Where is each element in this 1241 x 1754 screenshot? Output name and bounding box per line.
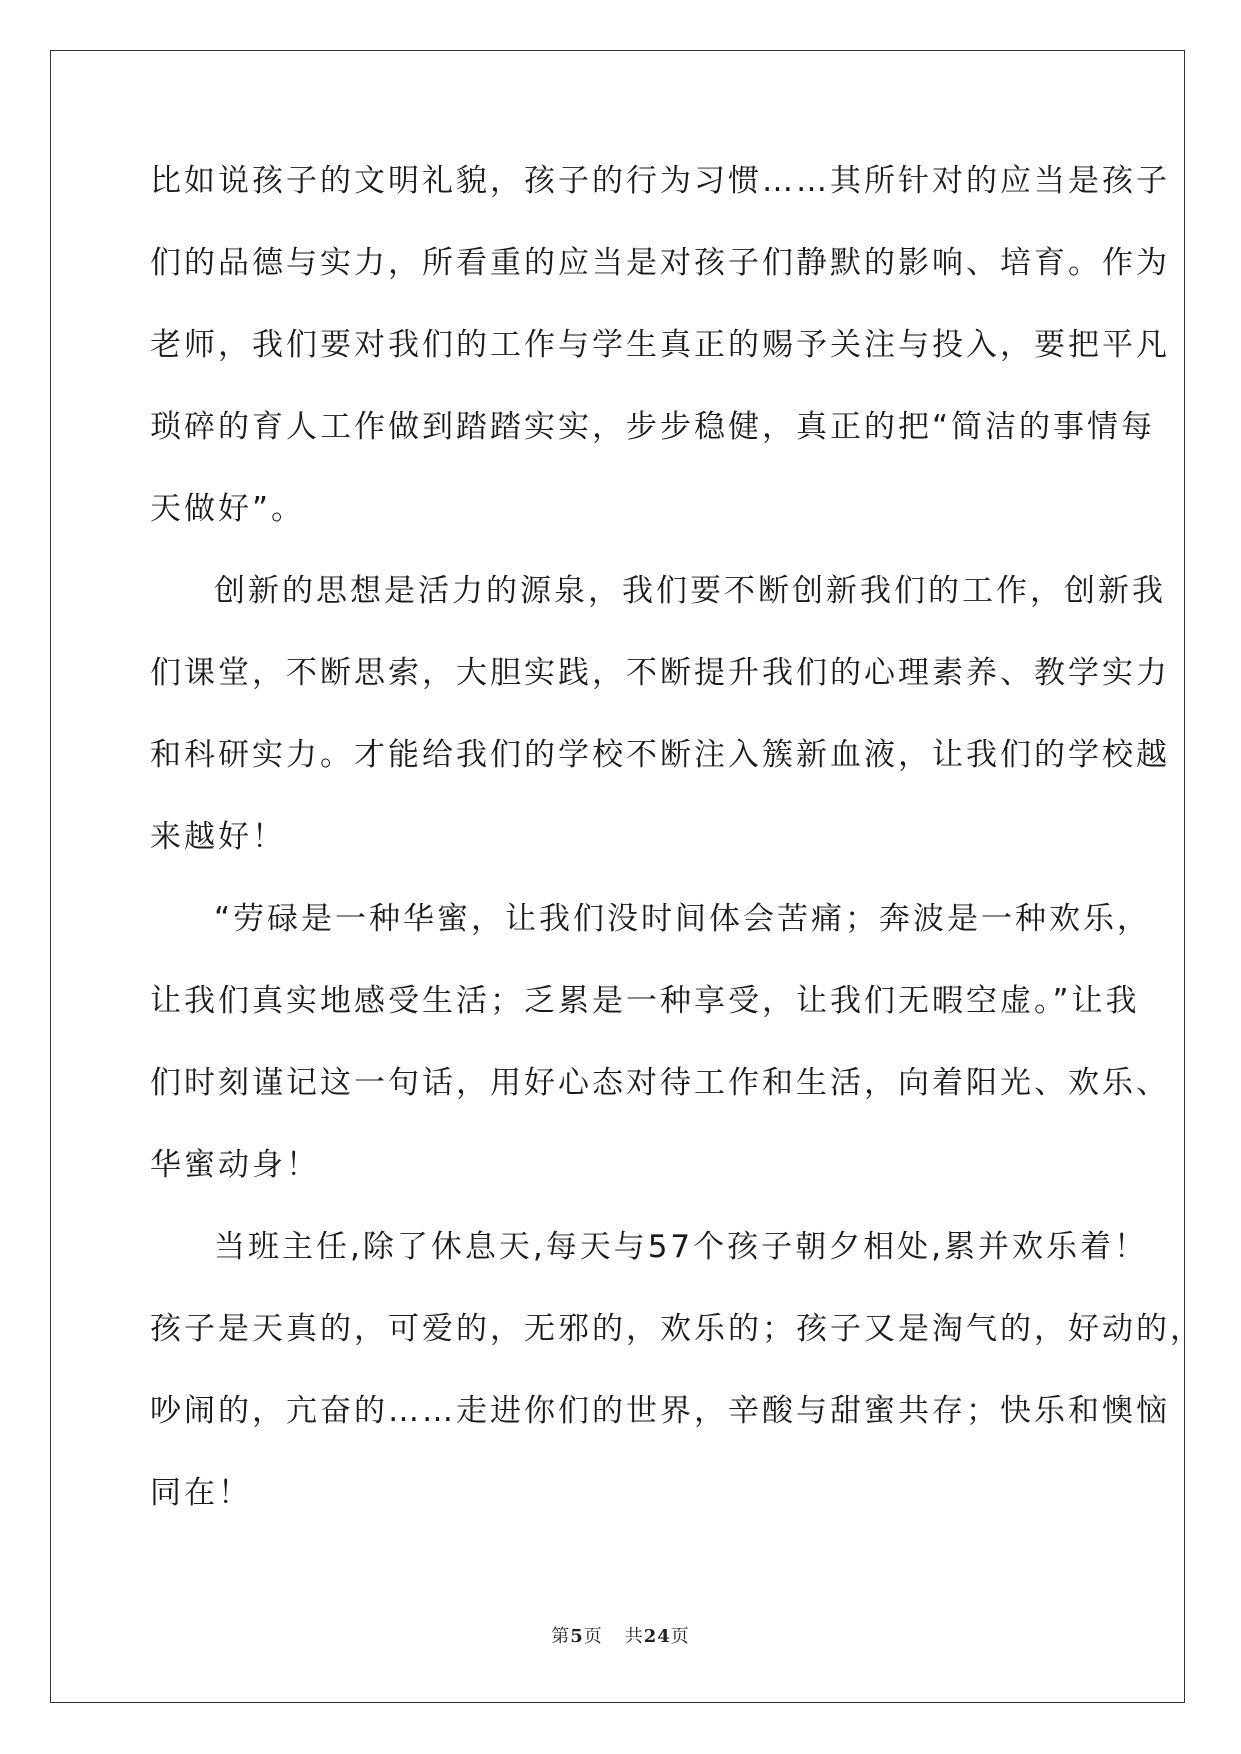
paragraph-start-line: 当班主任,除了休息天,每天与57个孩子朝夕相处,累并欢乐着！ — [214, 1229, 1149, 1265]
text-line: 们的品德与实力，所看重的应当是对孩子们静默的影响、培育。作为 — [150, 245, 1170, 281]
text-line: 来越好！ — [150, 819, 286, 855]
text-line: 天做好”。 — [150, 491, 306, 527]
document-body — [150, 140, 1204, 1534]
paragraph-start-line: 创新的思想是活力的源泉，我们要不断创新我们的工作，创新我 — [214, 573, 1166, 609]
text-line: 比如说孩子的文明礼貌，孩子的行为习惯……其所针对的应当是孩子 — [150, 163, 1170, 199]
text-line: 们时刻谨记这一句话，用好心态对待工作和生活，向着阳光、欢乐、 — [150, 1065, 1170, 1101]
text-line: 琐碎的育人工作做到踏踏实实，步步稳健，真正的把“简洁的事情每 — [150, 409, 1156, 445]
text-line: 同在！ — [150, 1475, 252, 1511]
total-suffix: 页 — [670, 1626, 690, 1647]
total-page-number: 24 — [643, 1626, 671, 1647]
text-line: 老师，我们要对我们的工作与学生真正的赐予关注与投入，要把平凡 — [150, 327, 1170, 363]
text-line: 和科研实力。才能给我们的学校不断注入簇新血液，让我们的学校越 — [150, 737, 1170, 773]
page-prefix: 第 — [551, 1626, 571, 1647]
text-line: 让我们真实地感受生活；乏累是一种享受，让我们无暇空虚。”让我 — [150, 983, 1140, 1019]
page-footer — [0, 1622, 1241, 1648]
text-line: 华蜜动身！ — [150, 1147, 320, 1183]
total-prefix: 共 — [624, 1626, 644, 1647]
text-line: 孩子是天真的，可爱的，无邪的，欢乐的；孩子又是淘气的，好动的， — [150, 1311, 1204, 1347]
paragraph-start-line: “劳碌是一种华蜜，让我们没时间体会苦痛；奔波是一种欢乐， — [214, 901, 1152, 937]
current-page-number: 5 — [570, 1626, 584, 1647]
text-line: 们课堂，不断思索，大胆实践，不断提升我们的心理素养、教学实力 — [150, 655, 1170, 691]
page-suffix: 页 — [583, 1626, 603, 1647]
text-line: 吵闹的，亢奋的……走进你们的世界，辛酸与甜蜜共存；快乐和懊恼 — [150, 1393, 1170, 1429]
